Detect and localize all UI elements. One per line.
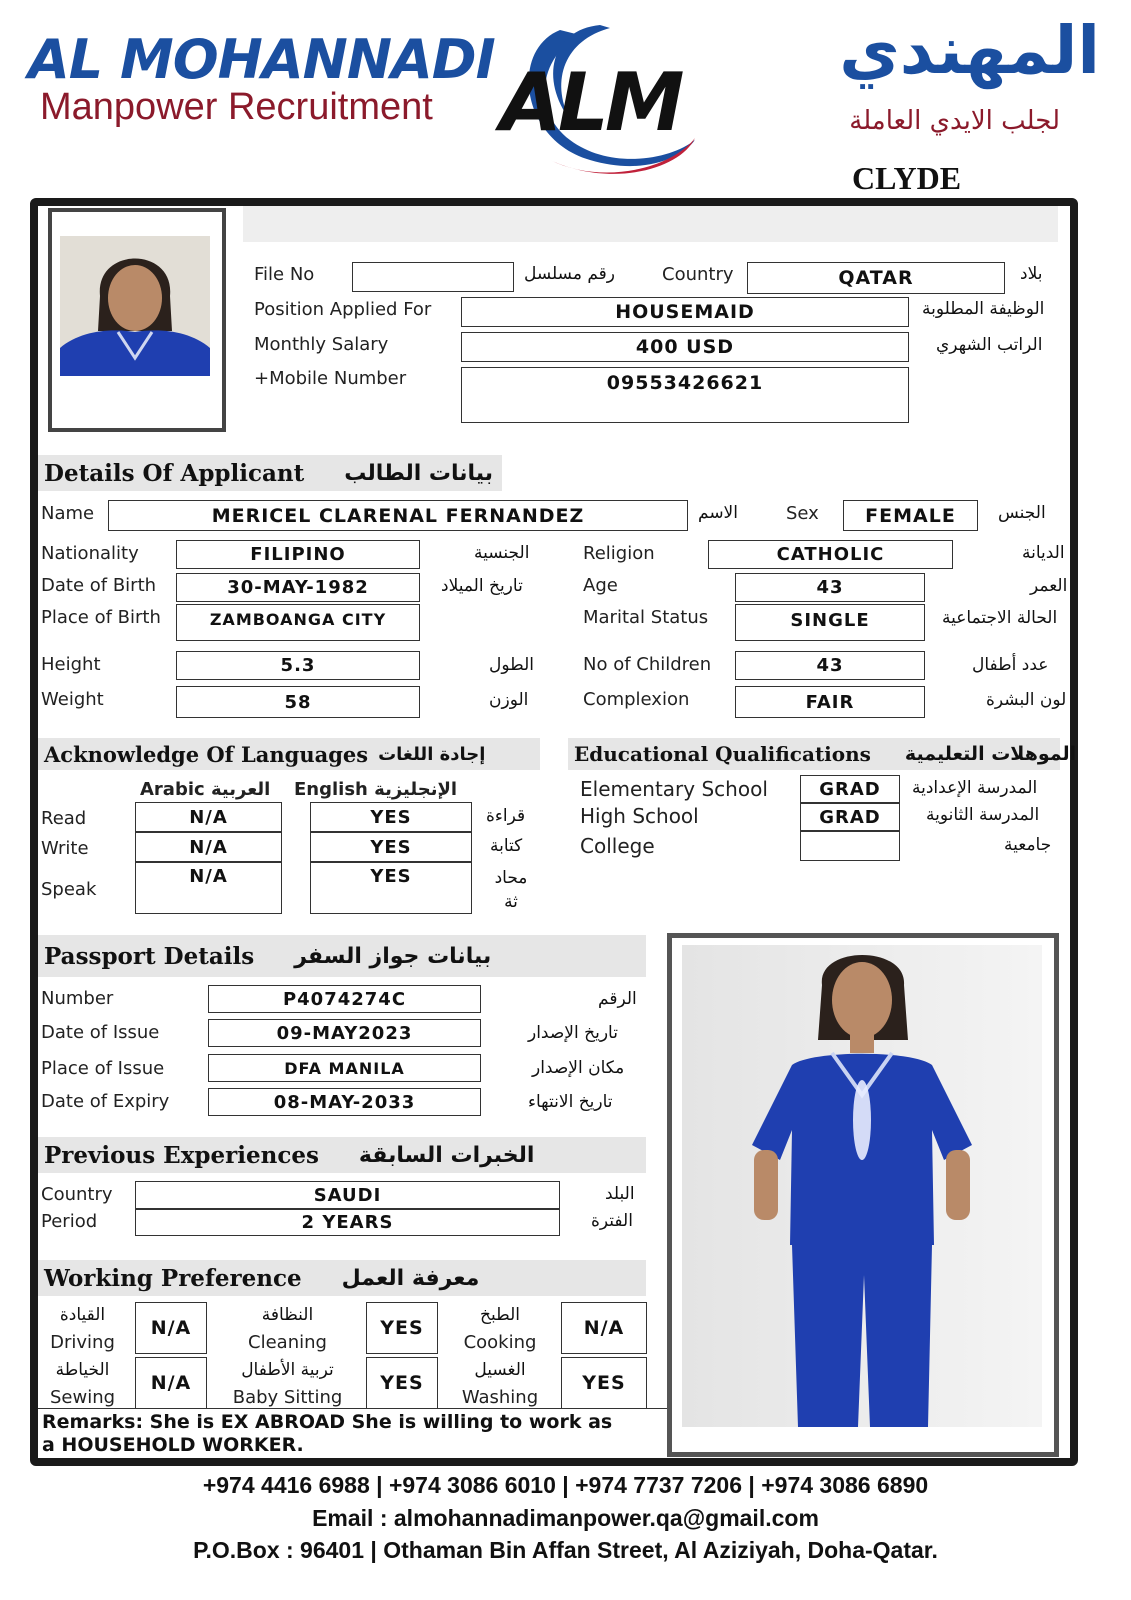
exp-period-label-ar: الفترة bbox=[591, 1211, 633, 1231]
arabic-col-label: Arabic العربية bbox=[140, 779, 271, 800]
name-label: Name bbox=[41, 503, 95, 524]
arabic-brand: المهندي bbox=[839, 12, 1100, 89]
exp-period-field: 2 YEARS bbox=[135, 1209, 560, 1236]
elementary-label: Elementary School bbox=[580, 777, 768, 801]
sewing-label-ar: الخياطة bbox=[55, 1360, 110, 1380]
passport-number-label-ar: الرقم bbox=[598, 989, 637, 1009]
passport-title-en: Passport Details bbox=[44, 942, 255, 970]
applicant-section-title bbox=[38, 455, 502, 491]
passport-number-label: Number bbox=[41, 988, 114, 1009]
position-label-ar: الوظيفة المطلوبة bbox=[922, 299, 1045, 319]
elementary-field: GRAD bbox=[800, 775, 900, 803]
cooking-label: Cooking bbox=[463, 1332, 537, 1353]
age-label-ar: العمر bbox=[1030, 576, 1068, 596]
expiry-date-label: Date of Expiry bbox=[41, 1091, 170, 1112]
footer-phones: +974 4416 6988 | +974 3086 6010 | +974 7737 7206 | +974 3086 6890 bbox=[202, 1472, 929, 1498]
weight-label: Weight bbox=[41, 689, 104, 710]
complexion-label: Complexion bbox=[583, 689, 690, 710]
read-english-field: YES bbox=[310, 802, 472, 832]
washing-field: YES bbox=[561, 1357, 647, 1409]
college-field bbox=[800, 831, 900, 861]
country-label: Country bbox=[662, 264, 734, 285]
age-field: 43 bbox=[735, 573, 925, 602]
dob-label-ar: تاريخ الميلاد bbox=[441, 576, 523, 596]
full-photo bbox=[682, 945, 1042, 1427]
country-label-ar: بلاد bbox=[1020, 264, 1043, 284]
cooking-field: N/A bbox=[561, 1302, 647, 1354]
issue-place-field: DFA MANILA bbox=[208, 1054, 481, 1082]
experience-section-title bbox=[38, 1137, 646, 1173]
brand-name: AL MOHANNADI bbox=[28, 28, 495, 91]
small-photo bbox=[60, 236, 210, 376]
applicant-title-en: Details Of Applicant bbox=[44, 459, 305, 487]
speak-label-ar: محاد ثة bbox=[494, 868, 528, 912]
baby-label-ar: تربية الأطفال bbox=[241, 1360, 334, 1380]
cleaning-label: Cleaning bbox=[248, 1332, 327, 1353]
pob-field: ZAMBOANGA CITY bbox=[176, 604, 420, 641]
nationality-label-ar: الجنسية bbox=[474, 543, 530, 563]
passport-title-ar: بيانات جواز السفر bbox=[294, 943, 492, 969]
issue-place-label: Place of Issue bbox=[41, 1058, 165, 1079]
religion-label: Religion bbox=[583, 543, 655, 564]
write-label: Write bbox=[41, 838, 89, 859]
remarks-area bbox=[38, 1408, 668, 1458]
languages-section-title bbox=[38, 738, 540, 770]
read-arabic-field: N/A bbox=[135, 802, 282, 832]
religion-label-ar: الديانة bbox=[1022, 543, 1065, 563]
file-no-label: File No bbox=[254, 264, 315, 285]
dob-field: 30-MAY-1982 bbox=[176, 573, 420, 602]
preference-title-ar: معرفة العمل bbox=[341, 1265, 480, 1291]
washing-label: Washing bbox=[461, 1387, 539, 1408]
applicant-title-ar: بيانات الطالب bbox=[344, 460, 494, 486]
name-label-ar: الاسم bbox=[698, 503, 738, 523]
cleaning-field: YES bbox=[366, 1302, 438, 1354]
complexion-field: FAIR bbox=[735, 686, 925, 718]
exp-country-field: SAUDI bbox=[135, 1181, 560, 1209]
speak-arabic-field: N/A bbox=[135, 862, 282, 914]
preference-section-title bbox=[38, 1260, 646, 1296]
position-field: HOUSEMAID bbox=[461, 297, 909, 327]
marital-label-ar: الحالة الاجتماعية bbox=[942, 608, 1058, 628]
marital-field: SINGLE bbox=[735, 604, 925, 641]
country-field: QATAR bbox=[747, 262, 1005, 294]
marital-label: Marital Status bbox=[583, 607, 709, 628]
pob-label: Place of Birth bbox=[41, 607, 161, 628]
footer-email: Email : almohannadimanpower.qa@gmail.com bbox=[312, 1505, 819, 1531]
speak-english-field: YES bbox=[310, 862, 472, 914]
education-section-title bbox=[568, 738, 1077, 770]
children-field: 43 bbox=[735, 651, 925, 680]
applicant-fullbody-icon bbox=[682, 945, 1042, 1427]
alm-logo-text: ALM bbox=[500, 56, 681, 149]
children-label: No of Children bbox=[583, 654, 712, 675]
weight-label-ar: الوزن bbox=[489, 690, 529, 710]
complexion-label-ar: لون البشرة bbox=[986, 690, 1067, 710]
sewing-field: N/A bbox=[135, 1357, 207, 1409]
exp-country-label: Country bbox=[41, 1184, 113, 1205]
age-label: Age bbox=[583, 575, 618, 596]
speak-label: Speak bbox=[41, 879, 97, 900]
nationality-field: FILIPINO bbox=[176, 540, 420, 569]
baby-label: Baby Sitting bbox=[232, 1387, 343, 1408]
remarks-line1: Remarks: She is EX ABROAD She is willing to work as bbox=[42, 1411, 613, 1433]
write-label-ar: كتابة bbox=[490, 836, 523, 856]
height-label: Height bbox=[41, 654, 101, 675]
position-label: Position Applied For bbox=[254, 299, 432, 320]
issue-date-label: Date of Issue bbox=[41, 1022, 160, 1043]
highschool-label: High School bbox=[580, 804, 699, 828]
applicant-portrait-icon bbox=[60, 236, 210, 376]
driving-field: N/A bbox=[135, 1302, 207, 1354]
write-english-field: YES bbox=[310, 832, 472, 862]
issue-date-label-ar: تاريخ الإصدار bbox=[528, 1023, 618, 1043]
exp-country-label-ar: البلد bbox=[605, 1184, 635, 1204]
expiry-date-field: 08-MAY-2033 bbox=[208, 1088, 481, 1116]
mobile-field: 09553426621 bbox=[461, 367, 909, 423]
cooking-label-ar: الطبخ bbox=[480, 1305, 520, 1325]
file-no-field bbox=[352, 262, 514, 292]
education-title-ar: الموهلات التعليمية bbox=[904, 743, 1077, 765]
passport-number-field: P4074274C bbox=[208, 985, 481, 1013]
languages-title-en: Acknowledge Of Languages bbox=[44, 741, 369, 767]
passport-section-title bbox=[38, 935, 646, 977]
height-field: 5.3 bbox=[176, 651, 420, 680]
issue-date-field: 09-MAY2023 bbox=[208, 1019, 481, 1047]
remarks-line2: a HOUSEHOLD WORKER. bbox=[42, 1434, 304, 1456]
salary-field: 400 USD bbox=[461, 332, 909, 362]
salary-label-ar: الراتب الشهري bbox=[936, 335, 1043, 355]
languages-title-ar: إجادة اللغات bbox=[378, 743, 486, 765]
read-label-ar: قراءة bbox=[486, 806, 526, 826]
candidate-code: CLYDE bbox=[852, 160, 962, 196]
highschool-field: GRAD bbox=[800, 803, 900, 831]
expiry-date-label-ar: تاريخ الانتهاء bbox=[528, 1092, 613, 1112]
experience-title-ar: الخبرات السابقة bbox=[358, 1142, 535, 1168]
sex-field: FEMALE bbox=[843, 500, 978, 531]
brand-subtitle: Manpower Recruitment bbox=[40, 86, 433, 128]
english-col-label: English الإنجليزية bbox=[294, 779, 458, 800]
file-no-label-ar: رقم مسلسل bbox=[524, 264, 615, 284]
religion-field: CATHOLIC bbox=[708, 540, 953, 569]
mobile-label: +Mobile Number bbox=[254, 368, 407, 389]
nationality-label: Nationality bbox=[41, 543, 139, 564]
education-title-en: Educational Qualifications bbox=[574, 742, 871, 766]
weight-field: 58 bbox=[176, 686, 420, 718]
salary-label: Monthly Salary bbox=[254, 334, 389, 355]
sewing-label: Sewing bbox=[49, 1387, 116, 1408]
write-arabic-field: N/A bbox=[135, 832, 282, 862]
sex-label-ar: الجنس bbox=[998, 503, 1046, 523]
college-label: College bbox=[580, 834, 655, 858]
read-label: Read bbox=[41, 808, 87, 829]
issue-place-label-ar: مكان الإصدار bbox=[532, 1058, 625, 1078]
children-label-ar: عدد أطفال bbox=[972, 655, 1049, 675]
college-label-ar: جامعية bbox=[1004, 835, 1052, 855]
footer-address: P.O.Box : 96401 | Othaman Bin Affan Street, Al Aziziyah, Doha-Qatar. bbox=[193, 1537, 938, 1563]
sex-label: Sex bbox=[786, 503, 819, 524]
driving-label: Driving bbox=[50, 1332, 115, 1353]
cleaning-label-ar: النظافة bbox=[261, 1305, 314, 1325]
arabic-subtitle: لجلب الايدي العاملة bbox=[849, 106, 1060, 136]
header-band bbox=[243, 206, 1058, 242]
driving-label-ar: القيادة bbox=[59, 1305, 106, 1325]
preference-title-en: Working Preference bbox=[44, 1264, 302, 1292]
washing-label-ar: الغسيل bbox=[474, 1360, 526, 1380]
height-label-ar: الطول bbox=[489, 655, 534, 675]
name-field: MERICEL CLARENAL FERNANDEZ bbox=[108, 500, 688, 531]
dob-label: Date of Birth bbox=[41, 575, 157, 596]
highschool-label-ar: المدرسة الثانوية bbox=[926, 805, 1040, 825]
baby-field: YES bbox=[366, 1357, 438, 1409]
exp-period-label: Period bbox=[41, 1211, 98, 1232]
elementary-label-ar: المدرسة الإعدادية bbox=[912, 778, 1038, 798]
experience-title-en: Previous Experiences bbox=[44, 1141, 319, 1169]
